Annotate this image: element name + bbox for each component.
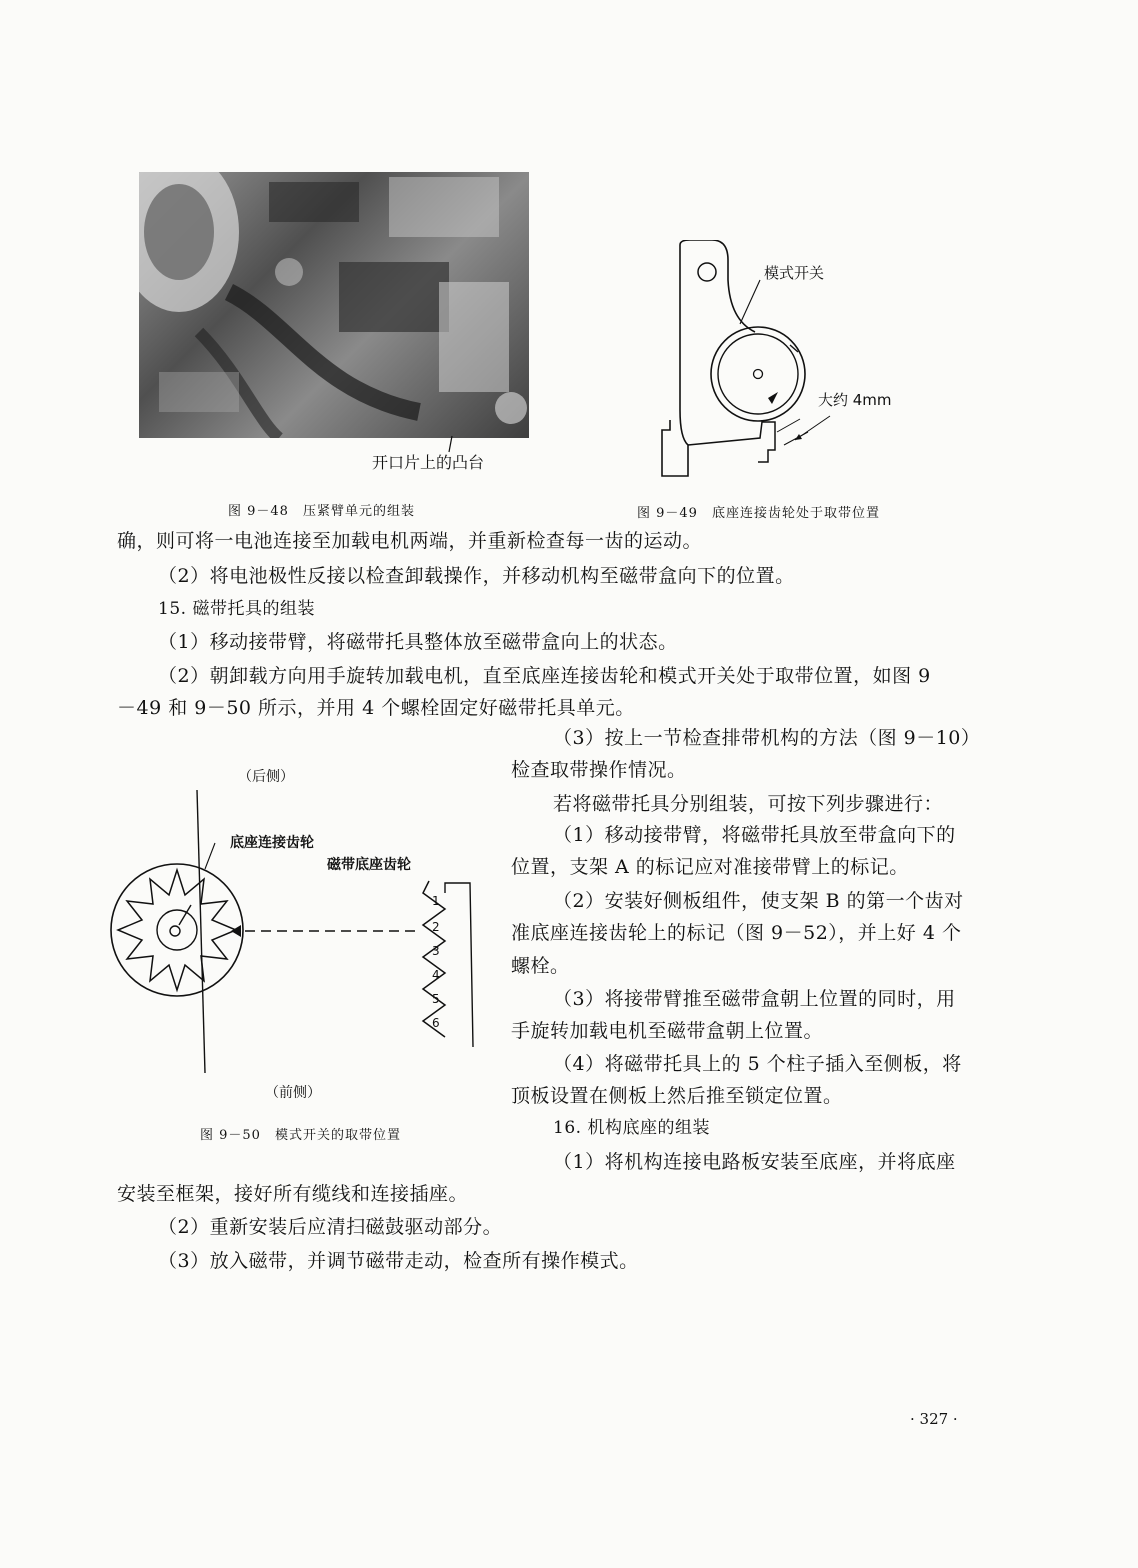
paragraph-line: 准底座连接齿轮上的标记（图 9－52），并上好 4 个: [511, 922, 962, 944]
paragraph-line: 顶板设置在侧板上然后推至锁定位置。: [511, 1085, 843, 1107]
paragraph-line: 位置，支架 A 的标记应对准接带臂上的标记。: [511, 856, 909, 878]
paragraph-line: （3）放入磁带，并调节磁带走动，检查所有操作模式。: [158, 1250, 639, 1272]
section-heading-16: 16. 机构底座的组装: [553, 1118, 710, 1138]
front-side-label: （前侧）: [265, 1085, 321, 1101]
figure-50-caption: 图 9－50 模式开关的取带位置: [200, 1128, 401, 1143]
paragraph-line: 确，则可将一电池连接至加载电机两端，并重新检查每一齿的运动。: [117, 530, 703, 552]
tooth-number: 3: [432, 944, 440, 958]
tooth-number: 6: [432, 1016, 440, 1030]
tape-gear-label: 磁带底座齿轮: [327, 857, 411, 873]
tooth-number: 1: [432, 894, 440, 908]
page-number: · 327 ·: [910, 1410, 958, 1428]
base-gear-label: 底座连接齿轮: [230, 835, 314, 851]
figure-50-diagram: [105, 785, 495, 1075]
paragraph-line: 若将磁带托具分别组装，可按下列步骤进行：: [553, 793, 944, 815]
paragraph-line: 手旋转加载电机至磁带盒朝上位置。: [511, 1020, 824, 1042]
distance-label: 大约 4mm: [818, 391, 892, 409]
figure-48-caption: 图 9－48 压紧臂单元的组装: [228, 504, 415, 519]
paragraph-line: （1）将机构连接电路板安装至底座，并将底座: [553, 1151, 956, 1173]
paragraph-line: （4）将磁带托具上的 5 个柱子插入至侧板，将: [553, 1053, 962, 1075]
paragraph-line: 检查取带操作情况。: [511, 759, 687, 781]
paragraph-line: （2）安装好侧板组件，使支架 B 的第一个齿对: [553, 890, 964, 912]
paragraph-line: 安装至框架，接好所有缆线和连接插座。: [117, 1183, 469, 1205]
rear-side-label: （后侧）: [238, 769, 294, 785]
figure-49-caption: 图 9－49 底座连接齿轮处于取带位置: [637, 506, 880, 521]
paragraph-line: （3）将接带臂推至磁带盒朝上位置的同时，用: [553, 988, 956, 1010]
tooth-number: 2: [432, 920, 440, 934]
paragraph-line: （1）移动接带臂，将磁带托具放至带盒向下的: [553, 824, 956, 846]
paragraph-line: －49 和 9－50 所示，并用 4 个螺栓固定好磁带托具单元。: [117, 697, 635, 719]
tooth-number: 5: [432, 992, 440, 1006]
tooth-number: 4: [432, 968, 440, 982]
paragraph-line: （2）将电池极性反接以检查卸载操作，并移动机构至磁带盒向下的位置。: [158, 565, 795, 587]
paragraph-line: （2）朝卸载方向用手旋转加载电机，直至底座连接齿轮和模式开关处于取带位置，如图 9: [158, 665, 931, 687]
section-heading-15: 15. 磁带托具的组装: [158, 599, 315, 619]
paragraph-line: 螺栓。: [511, 955, 570, 977]
paragraph-line: （2）重新安装后应清扫磁鼓驱动部分。: [158, 1216, 503, 1238]
figure-48-photo: [139, 172, 529, 438]
figure-48-callout: 开口片上的凸台: [372, 453, 485, 472]
paragraph-line: （3）按上一节检查排带机构的方法（图 9－10）: [553, 727, 981, 749]
paragraph-line: （1）移动接带臂，将磁带托具整体放至磁带盒向上的状态。: [158, 631, 678, 653]
mode-switch-label: 模式开关: [764, 264, 825, 282]
figure-49-diagram: [650, 240, 910, 490]
